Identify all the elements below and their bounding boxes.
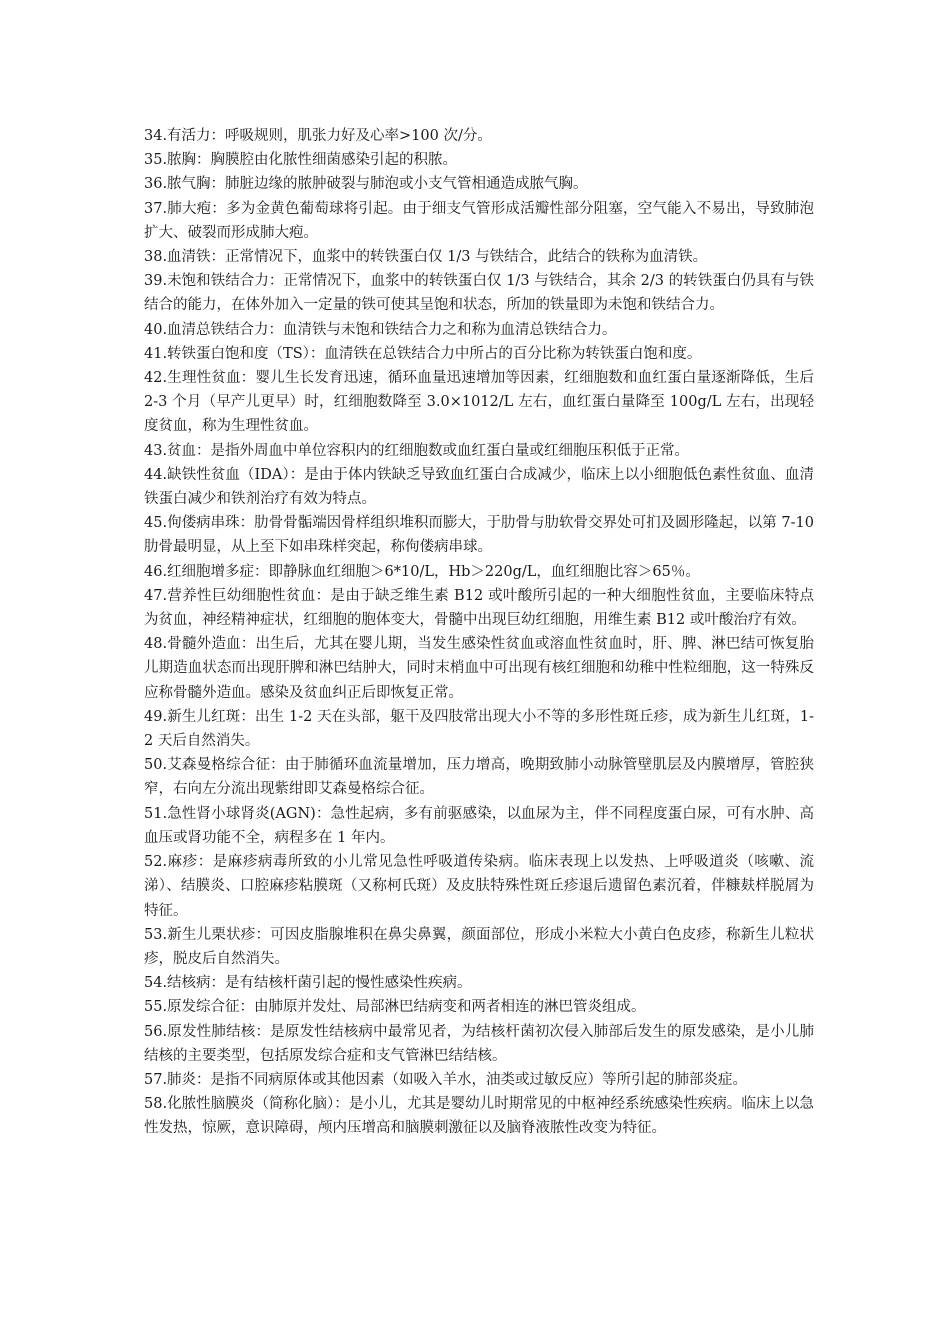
entry-38: 38.血清铁：正常情况下，血浆中的转铁蛋白仅 1/3 与铁结合，此结合的铁称为血清铁。 — [144, 249, 708, 266]
entry-55: 55.原发综合征：由肺原并发灶、局部淋巴结病变和两者相连的淋巴管炎组成。 — [144, 999, 646, 1016]
entry-48: 48.骨髓外造血：出生后，尤其在婴儿期，当发生感染性贫血或溶血性贫血时，肝、脾、淋巴结可恢复胎儿期造血状态而出现肝脾和淋巴结肿大，同时末梢血中可出现有核红细胞和幼稚中性粒细胞，这一特殊反应称骨髓外造血。感染及贫血纠正后即恢复正常。 — [144, 636, 814, 701]
entry-40: 40.血清总铁结合力：血清铁与未饱和铁结合力之和称为血清总铁结合力。 — [144, 321, 617, 338]
entry-34: 34.有活力：呼吸规则，肌张力好及心率>100 次/分。 — [144, 128, 492, 144]
entry-51: 51.急性肾小球肾炎(AGN)：急性起病，多有前驱感染，以血尿为主，伴不同程度蛋白尿，可有水肿、高血压或肾功能不全，病程多在 1 年内。 — [144, 805, 814, 846]
entry-43: 43.贫血：是指外周血中单位容积内的红细胞数或血红蛋白量或红细胞压积低于正常。 — [144, 442, 690, 459]
entry-50: 50.艾森曼格综合征：由于肺循环血流量增加，压力增高，晚期致肺小动脉管壁肌层及内膜增厚，管腔狭窄，右向左分流出现紫绀即艾森曼格综合征。 — [144, 757, 814, 798]
entry-56: 56.原发性肺结核：是原发性结核病中最常见者，为结核杆菌初次侵入肺部后发生的原发感染，是小儿肺结核的主要类型，包括原发综合症和支气管淋巴结结核。 — [144, 1023, 814, 1064]
entry-46: 46.红细胞增多症：即静脉血红细胞＞6*10/L，Hb＞220g/L，血红细胞比容＞65％。 — [144, 563, 700, 580]
entry-36: 36.脓气胸：肺脏边缘的脓肿破裂与肺泡或小支气管相通造成脓气胸。 — [144, 176, 588, 193]
entry-35: 35.脓胸：胸膜腔由化脓性细菌感染引起的积脓。 — [144, 152, 458, 169]
entry-47: 47.营养性巨幼细胞性贫血：是由于缺乏维生素 B12 或叶酸所引起的一种大细胞性贫血，主要临床特点为贫血，神经精神症状，红细胞的胞体变大，骨髓中出现巨幼红细胞，用维生素 B12 或叶酸治疗有效。 — [144, 587, 814, 629]
entry-49: 49.新生儿红斑：出生 1-2 天在头部，躯干及四肢常出现大小不等的多形性斑丘疹，成为新生儿红斑，1-2 天后自然消失。 — [144, 708, 814, 750]
entry-42: 42.生理性贫血：婴儿生长发育迅速，循环血量迅速增加等因素，红细胞数和血红蛋白量逐渐降低，生后 2-3 个月（早产儿更早）时，红细胞数降至 3.0×1012/L 左右，血红蛋白量降至 100g/L 左右，出现轻度贫血，称为生理性贫血。 — [144, 370, 814, 435]
entry-37: 37.肺大疱：多为金黄色葡萄球将引起。由于细支气管形成活瓣性部分阻塞，空气能入不易出，导致肺泡扩大、破裂而形成肺大疱。 — [144, 200, 814, 241]
entry-58: 58.化脓性脑膜炎（简称化脑）：是小儿，尤其是婴幼儿时期常见的中枢神经系统感染性疾病。临床上以急性发热，惊厥，意识障碍，颅内压增高和脑膜刺激征以及脑脊液脓性改变为特征。 — [144, 1096, 814, 1137]
entry-41: 41.转铁蛋白饱和度（TS）：血清铁在总铁结合力中所占的百分比称为转铁蛋白饱和度。 — [144, 345, 702, 362]
entry-45: 45.佝偻病串珠：肋骨骨骺端因骨样组织堆积而膨大，于肋骨与肋软骨交界处可扪及圆形隆起，以第 7-10 肋骨最明显，从上至下如串珠样突起，称佝偻病串球。 — [144, 515, 814, 556]
document-body — [144, 124, 814, 1141]
entry-52: 52.麻疹：是麻疹病毒所致的小儿常见急性呼吸道传染病。临床表现上以发热、上呼吸道炎（咳嗽、流涕）、结膜炎、口腔麻疹粘膜斑（又称柯氏斑）及皮肤特殊性斑丘疹退后遗留色素沉着，伴糠麸样脱屑为特征。 — [144, 854, 814, 919]
entry-57: 57.肺炎：是指不同病原体或其他因素（如吸入羊水，油类或过敏反应）等所引起的肺部炎症。 — [144, 1071, 748, 1088]
entry-54: 54.结核病：是有结核杆菌引起的慢性感染性疾病。 — [144, 975, 472, 992]
entry-39: 39.未饱和铁结合力：正常情况下，血浆中的转铁蛋白仅 1/3 与铁结合，其余 2/3 的转铁蛋白仍具有与铁结合的能力，在体外加入一定量的铁可使其呈饱和状态，所加的铁量即为未饱和铁结合力。 — [144, 273, 814, 314]
entry-53: 53.新生儿栗状疹：可因皮脂腺堆积在鼻尖鼻翼，颜面部位，形成小米粒大小黄白色皮疹，称新生儿粒状疹，脱皮后自然消失。 — [144, 926, 814, 967]
entry-44: 44.缺铁性贫血（IDA）：是由于体内铁缺乏导致血红蛋白合成减少，临床上以小细胞低色素性贫血、血清铁蛋白减少和铁剂治疗有效为特点。 — [144, 466, 814, 508]
